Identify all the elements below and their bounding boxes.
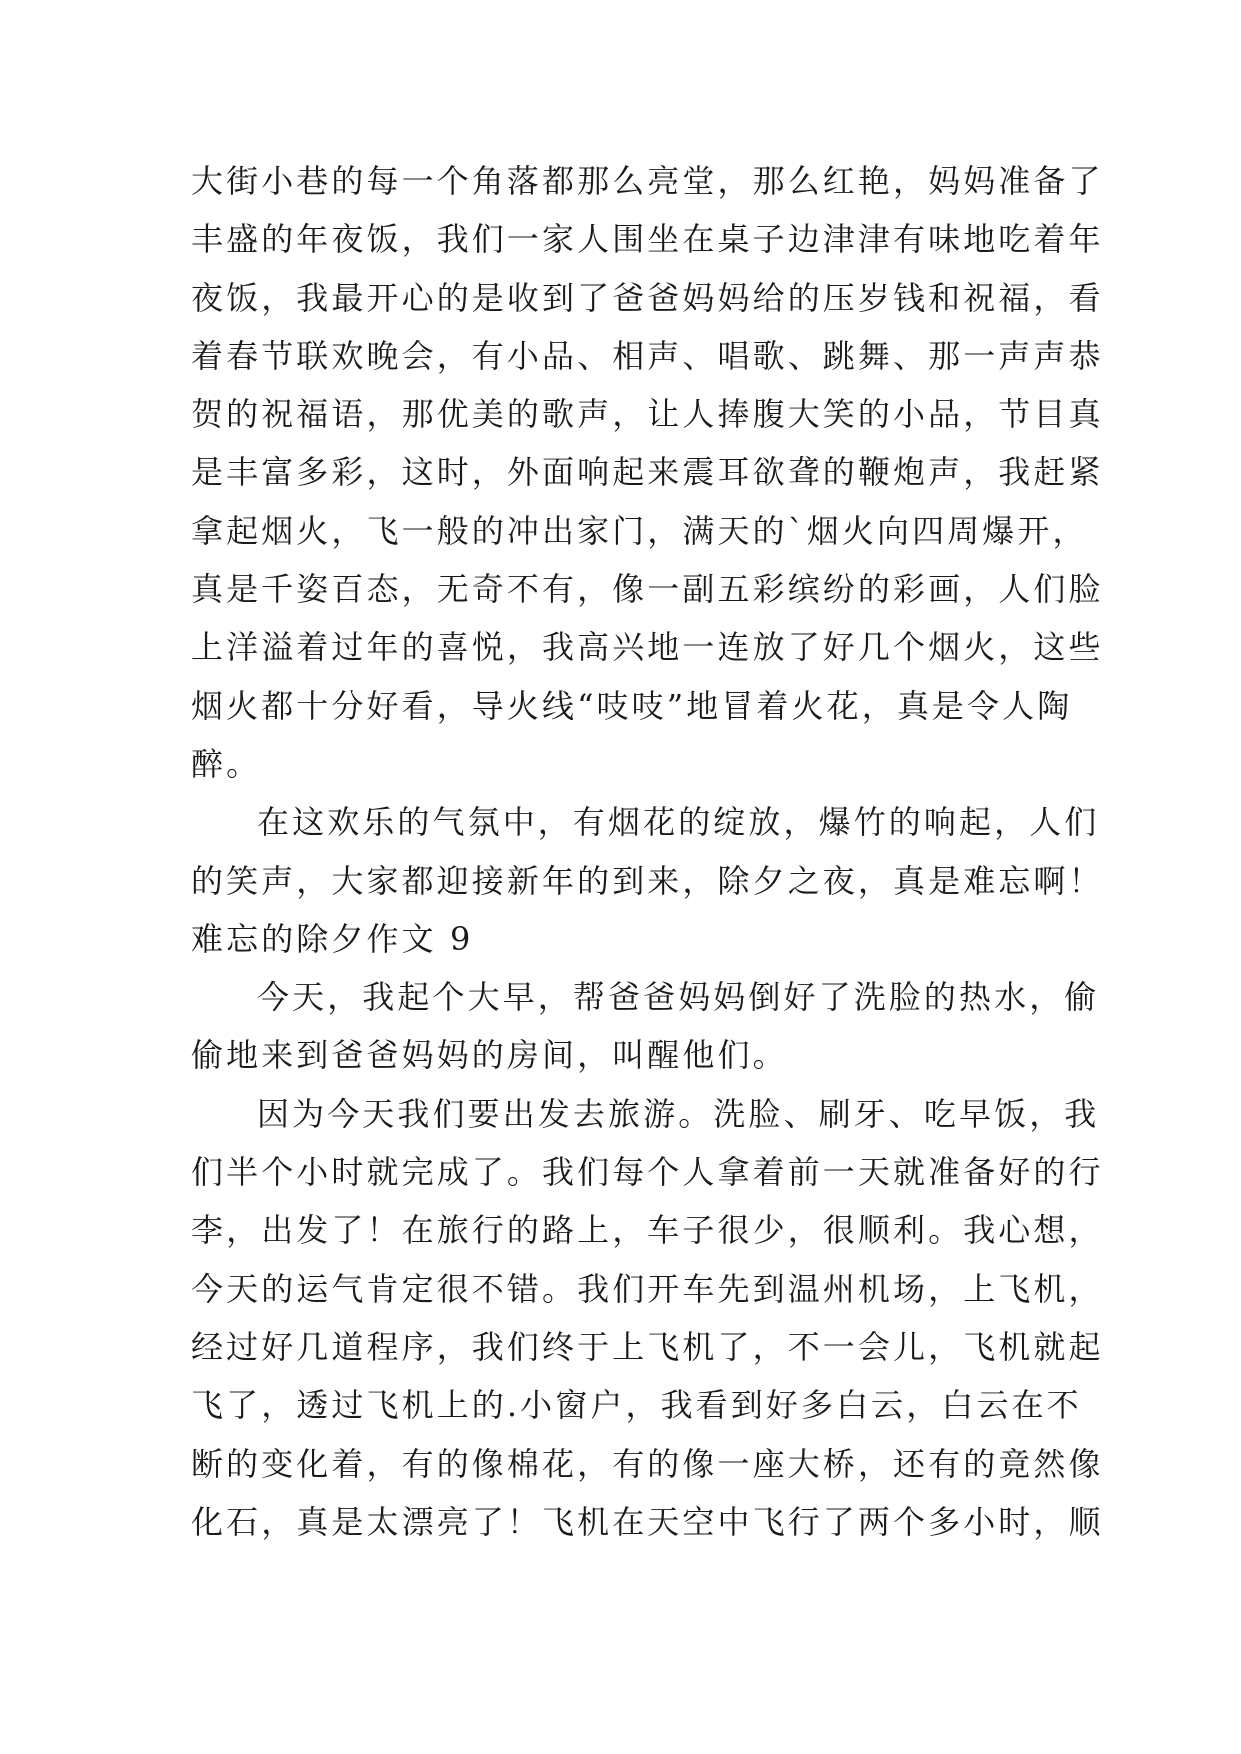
text-line: 化石，真是太漂亮了！飞机在天空中飞行了两个多小时，顺 — [191, 1502, 1104, 1541]
text-line: 因为今天我们要出发去旅游。洗脸、刷牙、吃早饭，我 — [257, 1094, 1100, 1133]
text-line: 们半个小时就完成了。我们每个人拿着前一天就准备好的行 — [191, 1153, 1104, 1192]
text-line: 李，出发了！在旅行的路上，车子很少，很顺利。我心想， — [191, 1211, 1104, 1250]
paragraph-4 — [191, 1085, 1104, 1551]
text-line: 飞了，透过飞机上的.小窗户，我看到好多白云，白云在不 — [191, 1386, 1082, 1425]
paragraph-2 — [191, 793, 1104, 910]
text-line: 在这欢乐的气氛中，有烟花的绽放，爆竹的响起，人们 — [257, 803, 1100, 842]
text-line: 着春节联欢晚会，有小品、相声、唱歌、跳舞、那一声声恭 — [191, 336, 1104, 375]
paragraph-3 — [191, 968, 1100, 1085]
text-line: 烟火都十分好看，导火线“吱吱”地冒着火花，真是令人陶 — [191, 686, 1073, 725]
text-line: 今天的运气肯定很不错。我们开车先到温州机场，上飞机， — [191, 1269, 1104, 1308]
essay-text — [191, 152, 1104, 1551]
text-line: 拿起烟火，飞一般的冲出家门，满天的`烟火向四周爆开， — [191, 511, 1088, 550]
section-heading — [191, 910, 1051, 968]
text-line: 是丰富多彩，这时，外面响起来震耳欲聋的鞭炮声，我赶紧 — [191, 453, 1104, 492]
text-line: 上洋溢着过年的喜悦，我高兴地一连放了好几个烟火，这些 — [191, 628, 1104, 667]
text-line: 断的变化着，有的像棉花，有的像一座大桥，还有的竟然像 — [191, 1444, 1104, 1483]
paragraph-1 — [191, 152, 1104, 793]
text-line: 丰盛的年夜饭，我们一家人围坐在桌子边津津有味地吃着年 — [191, 220, 1104, 259]
heading-line: 难忘的除夕作文 9 — [191, 919, 474, 958]
text-line: 贺的祝福语，那优美的歌声，让人捧腹大笑的小品，节目真 — [191, 395, 1104, 434]
text-line: 夜饭，我最开心的是收到了爸爸妈妈给的压岁钱和祝福，看 — [191, 278, 1104, 317]
text-line: 真是千姿百态，无奇不有，像一副五彩缤纷的彩画，人们脸 — [191, 570, 1104, 609]
text-line: 经过好几道程序，我们终于上飞机了，不一会儿，飞机就起 — [191, 1327, 1104, 1366]
text-line: 大街小巷的每一个角落都那么亮堂，那么红艳，妈妈准备了 — [191, 162, 1104, 200]
text-line: 的笑声，大家都迎接新年的到来，除夕之夜，真是难忘啊！ — [191, 861, 1104, 900]
text-line: 偷地来到爸爸妈妈的房间，叫醒他们。 — [191, 1036, 788, 1075]
text-line: 醉。 — [191, 744, 262, 783]
text-line: 今天，我起个大早，帮爸爸妈妈倒好了洗脸的热水，偷 — [257, 978, 1100, 1017]
